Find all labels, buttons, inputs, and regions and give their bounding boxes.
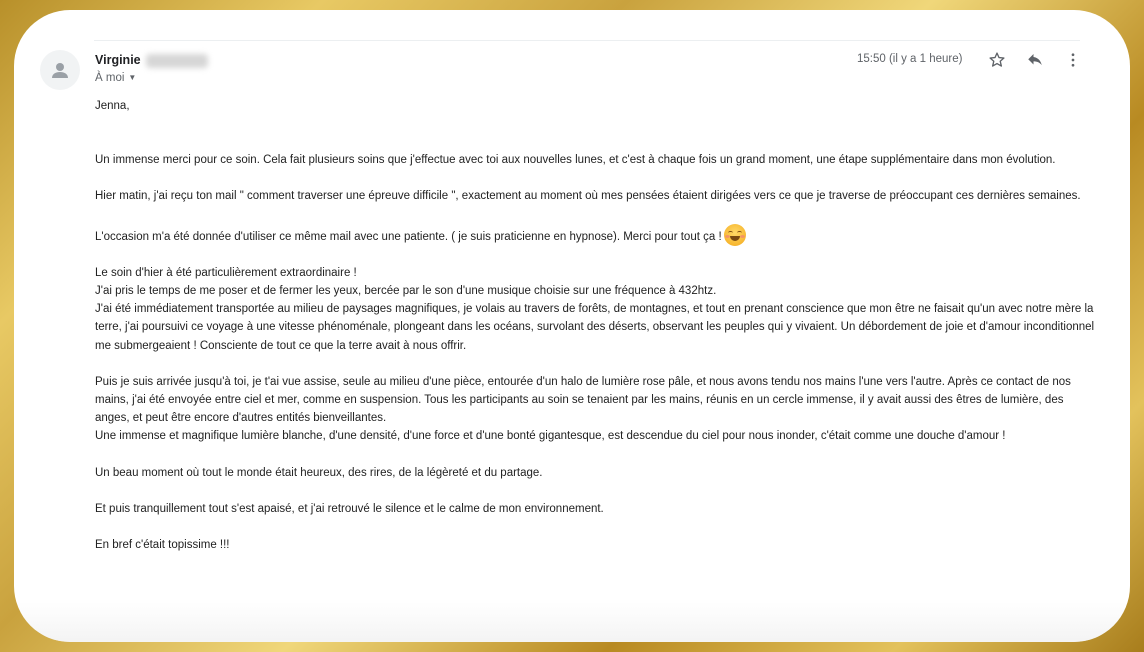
paragraph-4-line-1: Le soin d'hier à été particulièrement extraordinaire ! [95,266,357,279]
paragraph-1: Un immense merci pour ce soin. Cela fait plusieurs soins que j'effectue avec toi aux nouvelles lunes, et c'est à chaque fois un grand moment, une étape supplémentaire dans mon évolution. [95,154,1056,167]
paragraph-6: Un beau moment où tout le monde était heureux, des rires, de la légèreté et du partage. [95,466,543,479]
timestamp: 15:50 (il y a 1 heure) [857,53,963,65]
paragraph-5 [95,373,1095,446]
paragraph-4-line-2: J'ai pris le temps de me poser et de fermer les yeux, bercée par le son d'une musique choisie sur une fréquence à 432htz. [95,285,717,298]
email-body [95,97,1095,572]
smiling-face-icon [724,224,746,246]
redacted-surname [146,54,208,68]
sender-name[interactable]: Virginie [95,53,141,67]
paragraph-2: Hier matin, j'ai reçu ton mail " comment traverser une épreuve difficile ", exactement au moment où mes pensées étaient dirigées vers ce que je traverse de préoccupant ces dernières semaines. [95,190,1081,203]
reply-button[interactable] [1023,48,1047,72]
person-icon [50,60,70,80]
paragraph-7: Et puis tranquillement tout s'est apaisé, et j'ai retrouvé le silence et le calme de mon environnement. [95,502,604,515]
more-vert-icon [1064,51,1082,69]
star-button[interactable] [985,48,1009,72]
paragraph-8: En bref c'était topissime !!! [95,539,230,552]
email-card [14,10,1130,642]
avatar[interactable] [40,50,80,90]
paragraph-4 [95,264,1095,355]
paragraph-3-text: L'occasion m'a été donnée d'utiliser ce même mail avec une patiente. ( je suis praticienne en hypnose). Merci pour tout ça ! [95,230,722,243]
divider [94,40,1080,41]
star-icon [988,51,1006,69]
caret-down-icon[interactable]: ▼ [128,73,137,82]
recipient-label: À moi [95,72,125,84]
reply-icon [1026,51,1044,69]
paragraph-5-line-1: Puis je suis arrivée jusqu'à toi, je t'ai vue assise, seule au milieu d'une pièce, entourée d'un halo de lumière rose pâle, et nous avons tendu nos mains l'une vers l'autre. Après ce contact de nos mains, j'ai été envoyée entre ciel et mer, comme en suspension. Tous les participants au soin se tenaient par les mains, réunis en un cercle immense, il y avait aussi des êtres de lumière, des anges, et peut être encore d'autres entités bienveillantes. [95,375,1071,425]
more-options-button[interactable] [1061,48,1085,72]
paragraph-4-line-3: J'ai été immédiatement transportée au milieu de paysages magnifiques, je volais au travers de forêts, de montagnes, et tout en prenant conscience que mon être ne faisait qu'un avec notre mère la terre, j'ai poursuivi ce voyage à une vitesse phénoménale, plongeant dans les océans, survolant des déserts, observant les peuples qui y vivaient. Un débordement de joie et d'amour inconditionnel me submergeaient ! Consciente de tout ce que la terre avait à nous offrir. [95,303,1095,352]
recipient-details[interactable] [95,72,136,84]
bottom-fade [14,602,1130,642]
paragraph-3 [95,224,1095,246]
greeting: Jenna, [95,100,130,112]
paragraph-5-line-2: Une immense et magnifique lumière blanche, d'une densité, d'une force et d'une bonté gigantesque, est descendue du ciel pour nous inonder, c'était comme une douche d'amour ! [95,430,1006,443]
